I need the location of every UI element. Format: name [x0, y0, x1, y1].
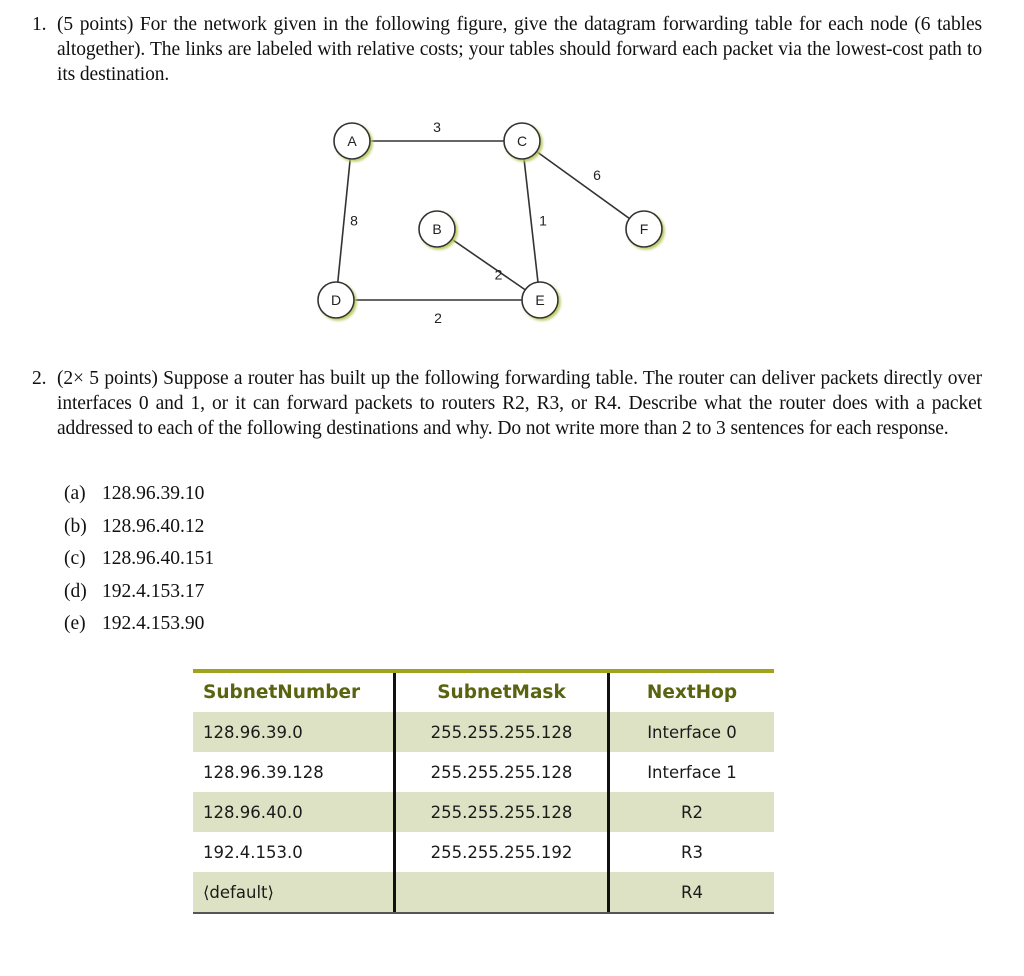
edge-cost-label: 1 — [539, 212, 547, 229]
svg-text:B: B — [432, 221, 442, 237]
part-address: 128.96.40.12 — [102, 515, 205, 537]
network-nodes — [318, 123, 662, 318]
cell-next-hop: R3 — [681, 842, 703, 862]
question-2 — [32, 366, 982, 441]
question-2-text: (2× 5 points) Suppose a router has built up the following forwarding table. The router can deliver packets directly over interfaces 0 and 1, or it can forward packets to routers R2, R3, or R4. Describe what the router does with a packet addressed to each of the following destinations and why. Do not write more than 2 to 3 sentences for each response. — [57, 368, 982, 439]
part-label: (e) — [64, 613, 86, 635]
question-2-number: 2. — [32, 368, 47, 389]
cell-subnet-number: 192.4.153.0 — [193, 832, 396, 872]
header-subnet-number: SubnetNumber — [193, 673, 396, 712]
part-e — [64, 611, 214, 644]
cell-next-hop: Interface 0 — [647, 722, 737, 742]
cell-subnet-mask: 255.255.255.128 — [396, 792, 610, 832]
forwarding-table — [193, 669, 774, 914]
edge-cost-label: 3 — [433, 119, 441, 135]
table-row — [193, 712, 774, 752]
part-a — [64, 481, 214, 514]
part-b — [64, 514, 214, 547]
cell-subnet-mask: 255.255.255.128 — [396, 752, 610, 792]
cell-subnet-mask: 255.255.255.192 — [396, 832, 610, 872]
cell-subnet-number: 128.96.39.0 — [193, 712, 396, 752]
part-address: 128.96.39.10 — [102, 483, 205, 504]
network-edges — [336, 119, 644, 326]
part-d — [64, 579, 214, 612]
node-c — [504, 123, 540, 159]
svg-text:A: A — [347, 133, 357, 149]
cell-subnet-number: 128.96.40.0 — [193, 792, 396, 832]
cell-subnet-number: ⟨default⟩ — [193, 872, 396, 912]
question-1-number: 1. — [32, 14, 47, 35]
cell-next-hop: Interface 1 — [647, 762, 737, 782]
question-1-text: (5 points) For the network given in the following figure, give the datagram forwarding table for each node (6 tables altogether). The links are labeled with relative costs; your tables should forward each packet via the lowest-cost path to its destination. — [57, 14, 982, 85]
node-a — [334, 123, 370, 159]
cell-subnet-number: 128.96.39.128 — [193, 752, 396, 792]
node-b — [419, 211, 455, 247]
node-d — [318, 282, 354, 318]
network-diagram — [300, 105, 680, 335]
cell-subnet-mask — [396, 872, 610, 912]
edge-cost-label: 6 — [593, 167, 601, 183]
svg-text:E: E — [535, 292, 545, 308]
part-address: 192.4.153.17 — [102, 580, 205, 602]
part-address: 128.96.40.151 — [102, 548, 215, 570]
edge-cost-label: 2 — [494, 266, 503, 283]
cell-subnet-mask: 255.255.255.128 — [396, 712, 610, 752]
table-row — [193, 792, 774, 832]
table-header-row — [193, 673, 774, 712]
table-row — [193, 752, 774, 792]
edge-c-e — [522, 141, 540, 300]
cell-next-hop: R2 — [681, 802, 703, 822]
part-address: 192.4.153.90 — [102, 613, 205, 635]
svg-text:D: D — [330, 292, 342, 308]
part-c — [64, 546, 214, 579]
svg-text:C: C — [516, 133, 528, 149]
header-next-hop: NextHop — [646, 682, 738, 703]
edge-cost-label: 8 — [350, 212, 358, 229]
header-subnet-mask: SubnetMask — [396, 673, 610, 712]
table-row — [193, 832, 774, 872]
part-label: (d) — [64, 580, 87, 602]
node-e — [522, 282, 558, 318]
part-label: (c) — [64, 548, 86, 570]
part-label: (a) — [64, 483, 86, 504]
question-2-parts — [64, 481, 214, 644]
node-f — [626, 211, 662, 247]
table-row — [193, 872, 774, 912]
part-label: (b) — [64, 515, 87, 537]
edge-cost-label: 2 — [434, 310, 442, 326]
svg-text:F: F — [639, 221, 649, 237]
cell-next-hop: R4 — [681, 882, 703, 902]
question-1 — [32, 12, 982, 87]
